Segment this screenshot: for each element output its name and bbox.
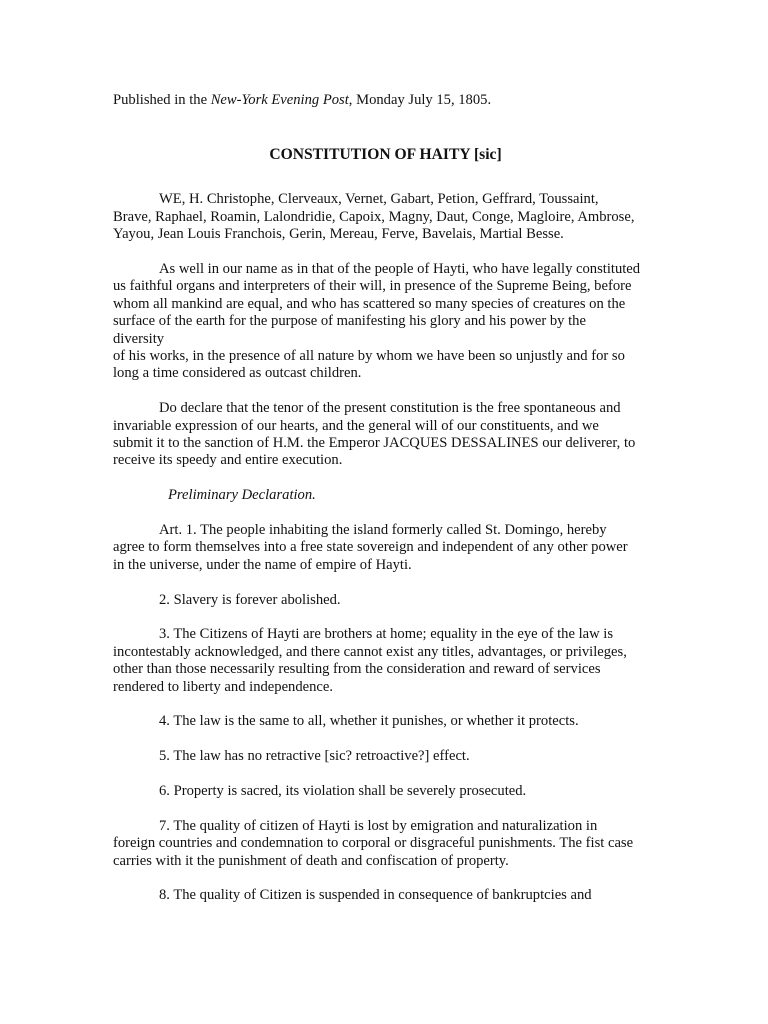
- text-line: foreign countries and condemnation to corporal or disgraceful punishments. The fist case: [113, 835, 634, 852]
- section-heading: Preliminary Declaration.: [168, 487, 316, 504]
- text-line: invariable expression of our hearts, and the general will of our constituents, and we: [113, 417, 599, 434]
- publication-date: , Monday July 15, 1805.: [348, 92, 492, 108]
- text-line: receive its speedy and entire execution.: [113, 452, 343, 469]
- text-line: of his works, in the presence of all nature by whom we have been so unjustly and for so: [113, 348, 625, 365]
- text-line: in the universe, under the name of empire of Hayti.: [113, 556, 412, 573]
- text-line: 4. The law is the same to all, whether it punishes, or whether it protects.: [159, 713, 579, 730]
- text-line: WE, H. Christophe, Clerveaux, Vernet, Gabart, Petion, Geffrard, Toussaint,: [159, 191, 599, 208]
- text-line: agree to form themselves into a free state sovereign and independent of any other power: [113, 539, 628, 556]
- article-2: [113, 592, 658, 609]
- signatories-paragraph: [113, 191, 658, 243]
- text-line: long a time considered as outcast children.: [113, 365, 362, 382]
- text-line: incontestably acknowledged, and there cannot exist any titles, advantages, or privileges,: [113, 643, 627, 660]
- text-line: us faithful organs and interpreters of their will, in presence of the Supreme Being, before: [113, 278, 632, 295]
- article-5: [113, 748, 658, 765]
- text-line: 7. The quality of citizen of Hayti is lost by emigration and naturalization in: [159, 817, 598, 834]
- article-8: [113, 887, 658, 904]
- text-line: Brave, Raphael, Roamin, Lalondridie, Capoix, Magny, Daut, Conge, Magloire, Ambrose,: [113, 208, 635, 225]
- text-line: 2. Slavery is forever abolished.: [159, 591, 341, 608]
- text-line: Yayou, Jean Louis Franchois, Gerin, Mereau, Ferve, Bavelais, Martial Besse.: [113, 226, 564, 243]
- text-line: 5. The law has no retractive [sic? retroactive?] effect.: [159, 748, 470, 765]
- document-title: CONSTITUTION OF HAITY [sic]: [269, 146, 502, 164]
- publication-line: [113, 92, 658, 109]
- text-line: rendered to liberty and independence.: [113, 678, 334, 695]
- preamble-paragraph: [113, 261, 658, 383]
- article-7: [113, 818, 658, 870]
- text-line: whom all mankind are equal, and who has scattered so many species of creatures on the: [113, 295, 626, 312]
- document-page: [113, 92, 658, 905]
- text-line: other than those necessarily resulting from the consideration and reward of services: [113, 661, 601, 678]
- text-line: surface of the earth for the purpose of manifesting his glory and his power by the: [113, 313, 586, 330]
- text-line: diversity: [113, 330, 165, 347]
- text-line: Art. 1. The people inhabiting the island formerly called St. Domingo, hereby: [159, 522, 607, 539]
- newspaper-name: New-York Evening Post: [210, 92, 349, 108]
- publication-prefix: Published in the: [113, 92, 211, 108]
- text-line: 8. The quality of Citizen is suspended in consequence of bankruptcies and: [159, 887, 592, 904]
- article-1: [113, 522, 658, 574]
- text-line: 6. Property is sacred, its violation shall be severely prosecuted.: [159, 783, 527, 800]
- text-line: carries with it the punishment of death and confiscation of property.: [113, 852, 509, 869]
- article-4: [113, 713, 658, 730]
- text-line: 3. The Citizens of Hayti are brothers at home; equality in the eye of the law is: [159, 626, 614, 643]
- text-line: Do declare that the tenor of the present constitution is the free spontaneous and: [159, 400, 621, 417]
- text-line: As well in our name as in that of the people of Hayti, who have legally constituted: [159, 261, 641, 278]
- article-3: [113, 626, 658, 696]
- article-6: [113, 783, 658, 800]
- declaration-paragraph: [113, 400, 658, 470]
- text-line: submit it to the sanction of H.M. the Emperor JACQUES DESSALINES our deliverer, to: [113, 435, 636, 452]
